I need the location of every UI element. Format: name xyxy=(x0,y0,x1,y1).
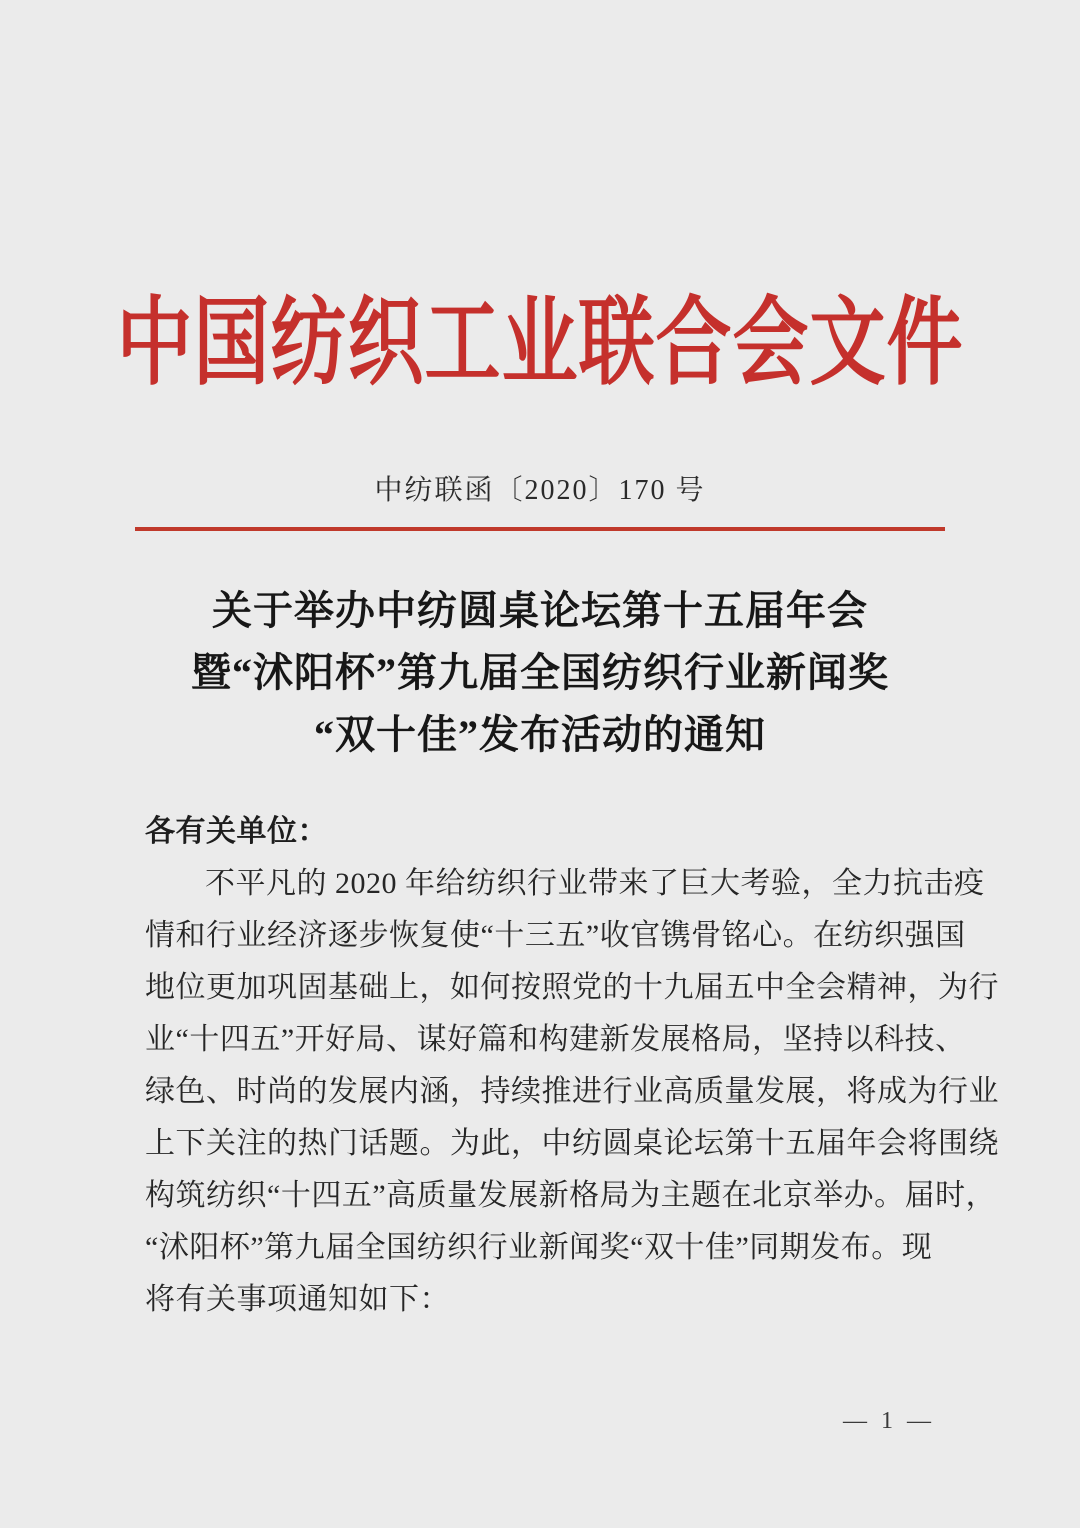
paragraph-line: 构筑纺织“十四五”高质量发展新格局为主题在北京举办。届时， xyxy=(145,1179,997,1212)
document-number: 中纺联函〔2020〕170 号 xyxy=(374,475,706,506)
paragraph-line: 业“十四五”开好局、谋好篇和构建新发展格局，坚持以科技、 xyxy=(145,1023,966,1056)
paragraph-line: 不平凡的 2020 年给纺织行业带来了巨大考验，全力抗击疫 xyxy=(205,867,985,900)
paragraph-line: 情和行业经济逐步恢复使“十三五”收官镌骨铭心。在纺织强国 xyxy=(145,919,966,952)
paragraph-line: “沭阳杯”第九届全国纺织行业新闻奖“双十佳”同期发布。现 xyxy=(145,1231,933,1264)
title-line-2: 暨“沭阳杯”第九届全国纺织行业新闻奖 xyxy=(191,650,889,695)
paragraph-line: 绿色、时尚的发展内涵，持续推进行业高质量发展，将成为行业 xyxy=(145,1075,999,1108)
document-masthead: 中国纺织工业联合会文件 xyxy=(116,291,964,397)
salutation: 各有关单位： xyxy=(145,815,328,848)
paragraph-line: 地位更加巩固基础上，如何按照党的十九届五中全会精神，为行 xyxy=(145,971,999,1004)
red-divider-rule xyxy=(135,527,945,531)
paragraph-line: 上下关注的热门话题。为此，中纺圆桌论坛第十五届年会将围绕 xyxy=(145,1127,999,1160)
paragraph-line: 将有关事项通知如下： xyxy=(145,1283,450,1316)
title-line-3: “双十佳”发布活动的通知 xyxy=(314,712,766,757)
document-title xyxy=(0,580,1080,766)
title-line-1: 关于举办中纺圆桌论坛第十五届年会 xyxy=(212,588,868,633)
document-body xyxy=(145,806,999,1326)
page-number: — 1 — xyxy=(843,1408,935,1434)
